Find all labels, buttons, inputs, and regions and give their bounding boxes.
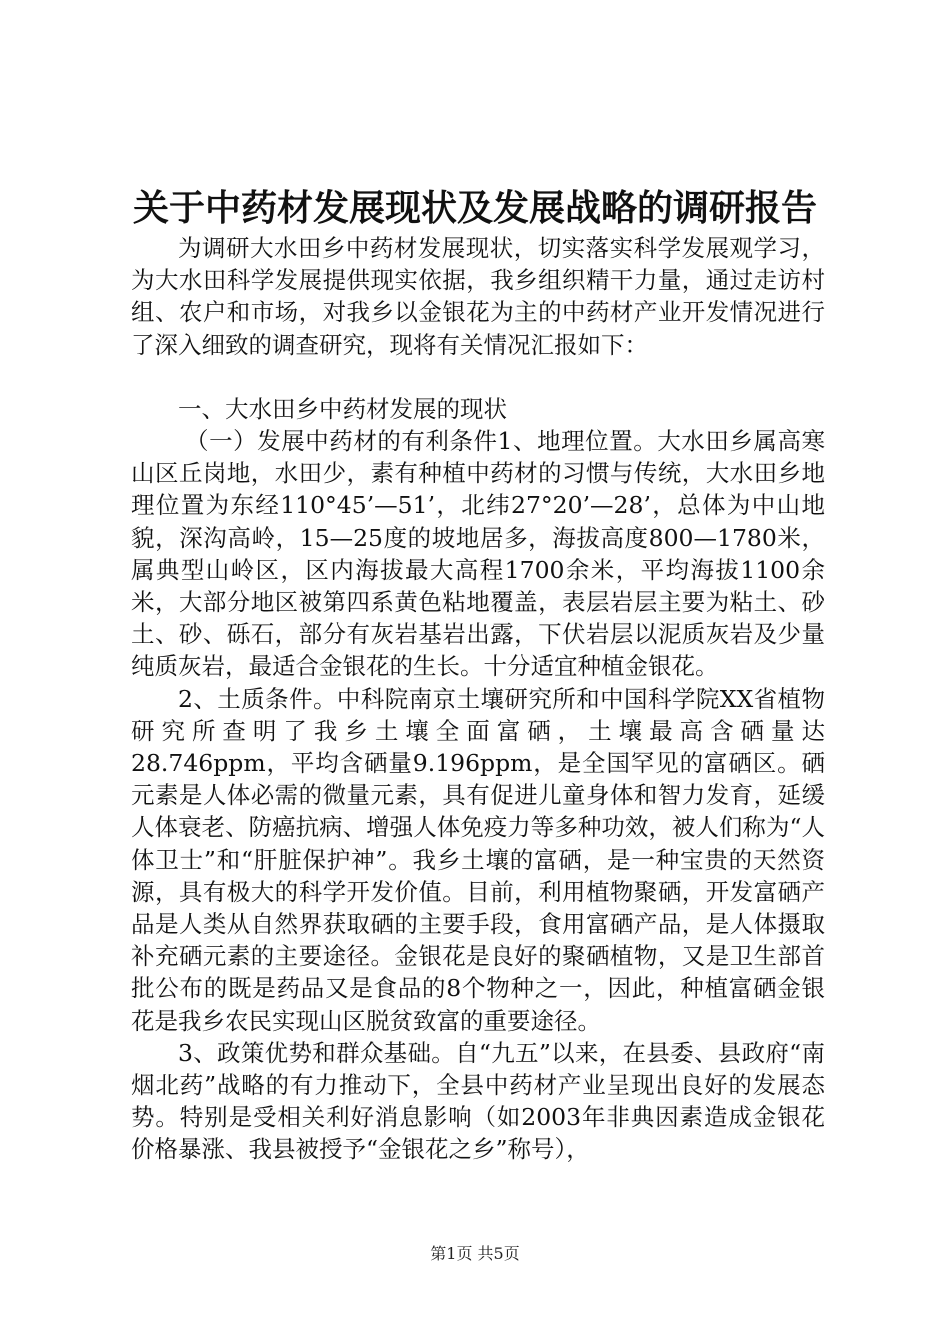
intro-paragraph: 为调研大水田乡中药材发展现状，切实落实科学发展观学习，为大水田科学发展提供现实依据，我乡组织精干力量，通过走访村组、农户和市场，对我乡以金银花为主的中药材产业开发情况进行了深入细致的调查研究，现将有关情况汇报如下： [131, 234, 825, 359]
section-heading: 一、大水田乡中药材发展的现状 [178, 394, 507, 423]
paragraph-gap [131, 361, 825, 393]
document-title: 关于中药材发展现状及发展战略的调研报告 [132, 188, 817, 229]
paragraph-location: （一）发展中药材的有利条件1、地理位置。大水田乡属高寒山区丘岗地，水田少，素有种植中药材的习惯与传统，大水田乡地理位置为东经110°45’—51’，北纬27°20’—28’，总体为中山地貌，深沟高岭，15—25度的坡地居多，海拔高度800—1780米，属典型山岭区，区内海拔最大高程1700余米，平均海拔1100余米，大部分地区被第四系黄色粘地覆盖，表层岩层主要为粘土、砂土、砂、砾石，部分有灰岩基岩出露，下伏岩层以泥质灰岩及少量纯质灰岩，最适合金银花的生长。十分适宜种植金银花。 [131, 427, 825, 681]
paragraph-policy: 3、政策优势和群众基础。自“九五”以来，在县委、县政府“南烟北药”战略的有力推动下，全县中药材产业呈现出良好的发展态势。特别是受相关利好消息影响（如2003年非典因素造成金银花价格暴涨、我县被授予“金银花之乡”称号）， [131, 1038, 825, 1164]
page-footer: 第1页 共5页 [430, 1244, 520, 1263]
paragraph-soil: 2、土质条件。中科院南京土壤研究所和中国科学院XX省植物研究所查明了我乡土壤全面富硒，土壤最高含硒量达28.746ppm，平均含硒量9.196ppm，是全国罕见的富硒区。硒元素是人体必需的微量元素，具有促进儿童身体和智力发育，延缓人体衰老、防癌抗病、增强人体免疫力等多种功效，被人们称为“人体卫士”和“肝脏保护神”。我乡土壤的富硒，是一种宝贵的天然资源，具有极大的科学开发价值。目前，利用植物聚硒，开发富硒产品是人类从自然界获取硒的主要手段，食用富硒产品，是人体摄取补充硒元素的主要途径。金银花是良好的聚硒植物，又是卫生部首批公布的既是药品又是食品的8个物种之一，因此，种植富硒金银花是我乡农民实现山区脱贫致富的重要途径。 [131, 684, 825, 1035]
document-body [131, 232, 825, 1166]
